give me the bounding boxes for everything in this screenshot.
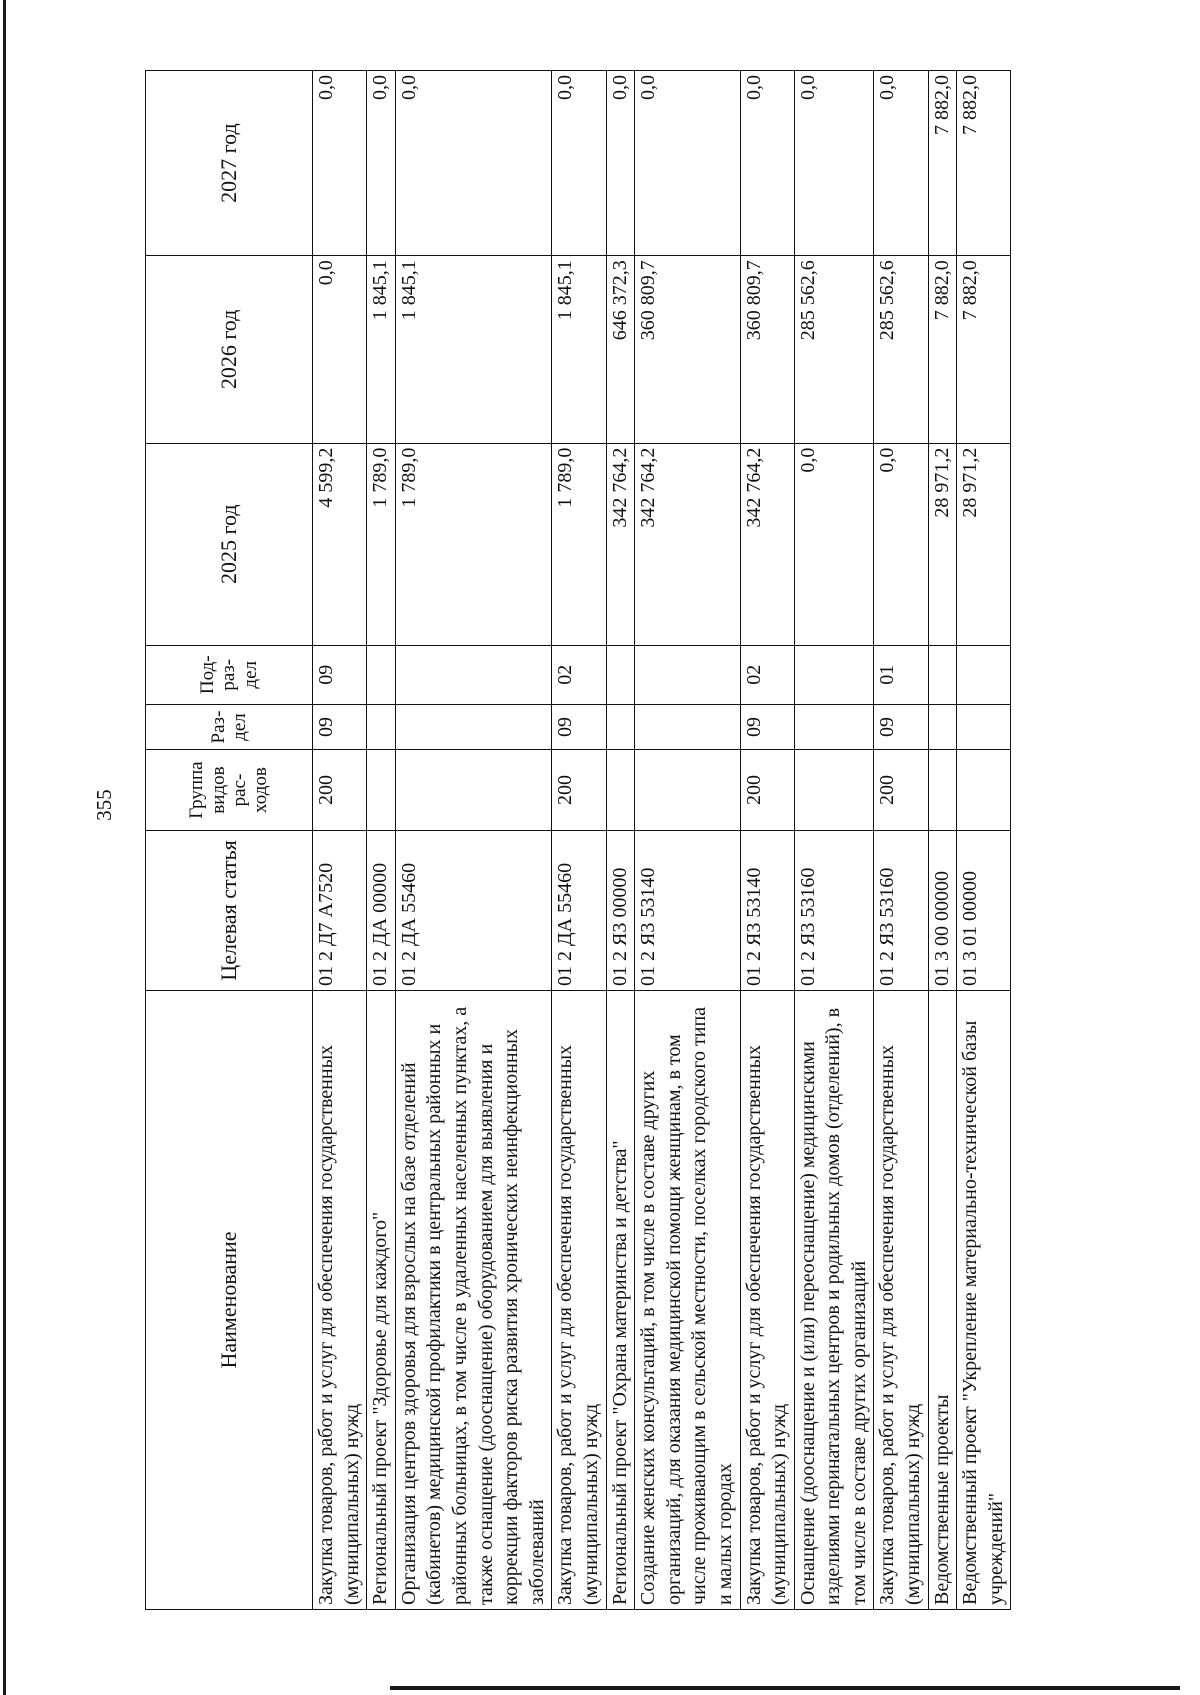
cell-2027: 7 882,0 <box>957 71 1011 256</box>
header-row <box>146 71 313 1610</box>
cell-target: 01 2 Я3 53160 <box>794 830 874 990</box>
cell-2027: 0,0 <box>606 71 635 256</box>
cell-2025: 0,0 <box>794 443 874 645</box>
cell-subsection <box>957 645 1011 704</box>
table-header <box>146 71 313 1610</box>
table-row <box>794 71 874 1610</box>
cell-subsection <box>606 645 635 704</box>
cell-target: 01 2 Я3 53140 <box>635 830 740 990</box>
header-name: Наименование <box>146 991 313 1610</box>
page-number-text: 355 <box>92 789 116 821</box>
cell-group <box>957 750 1011 831</box>
table-row <box>928 71 957 1610</box>
cell-2026: 360 809,7 <box>635 256 740 443</box>
cell-2026: 7 882,0 <box>957 256 1011 443</box>
cell-group: 200 <box>740 750 794 831</box>
cell-target: 01 2 ДА 00000 <box>367 830 396 990</box>
cell-2025: 342 764,2 <box>635 443 740 645</box>
cell-group <box>928 750 957 831</box>
cell-2027: 0,0 <box>552 71 606 256</box>
table-row <box>635 71 740 1610</box>
cell-section <box>395 704 552 749</box>
cell-2026: 7 882,0 <box>928 256 957 443</box>
cell-section <box>606 704 635 749</box>
cell-2025: 4 599,2 <box>313 443 367 645</box>
cell-section: 09 <box>313 704 367 749</box>
cell-2026: 1 845,1 <box>395 256 552 443</box>
cell-subsection <box>635 645 740 704</box>
cell-2025: 342 764,2 <box>740 443 794 645</box>
cell-2027: 0,0 <box>740 71 794 256</box>
cell-name: Создание женских консультаций, в том числе в составе других организаций, для оказания медицинской помощи женщинам, в том числе проживающим в сельской местности, поселках городского типа и малых городах <box>635 991 740 1610</box>
cell-2025: 1 789,0 <box>552 443 606 645</box>
cell-subsection <box>395 645 552 704</box>
cell-target: 01 2 Я3 53160 <box>874 830 928 990</box>
cell-group <box>606 750 635 831</box>
cell-2025: 1 789,0 <box>367 443 396 645</box>
cell-name: Организация центров здоровья для взрослых на базе отделений (кабинетов) медицинской профилактики в центральных районных и районных больницах, в том числе в удаленных населенных пунктах, а также оснащение (дооснащение) оборудованием для выявления и коррекции факторов риска развития хронических неинфекционных заболеваний <box>395 991 552 1610</box>
cell-target: 01 2 Я3 00000 <box>606 830 635 990</box>
cell-section <box>928 704 957 749</box>
cell-2025: 0,0 <box>874 443 928 645</box>
scan-edge-bottom <box>390 1686 1180 1690</box>
header-section: Раз-дел <box>146 704 313 749</box>
cell-group: 200 <box>874 750 928 831</box>
cell-group <box>635 750 740 831</box>
cell-2025: 28 971,2 <box>957 443 1011 645</box>
cell-2026: 646 372,3 <box>606 256 635 443</box>
header-2025: 2025 год <box>146 443 313 645</box>
cell-name: Региональный проект "Охрана материнства и детства" <box>606 991 635 1610</box>
cell-2027: 7 882,0 <box>928 71 957 256</box>
header-group: Группа видов рас-ходов <box>146 750 313 831</box>
cell-2027: 0,0 <box>367 71 396 256</box>
table-body <box>313 71 1011 1610</box>
cell-subsection: 01 <box>874 645 928 704</box>
cell-section: 09 <box>874 704 928 749</box>
cell-section: 09 <box>552 704 606 749</box>
header-2026: 2026 год <box>146 256 313 443</box>
cell-name: Закупка товаров, работ и услуг для обеспечения государственных (муниципальных) нужд <box>874 991 928 1610</box>
cell-target: 01 3 00 00000 <box>928 830 957 990</box>
header-2027: 2027 год <box>146 71 313 256</box>
cell-2026: 285 562,6 <box>794 256 874 443</box>
cell-group <box>794 750 874 831</box>
table-row <box>740 71 794 1610</box>
cell-2027: 0,0 <box>313 71 367 256</box>
cell-section <box>367 704 396 749</box>
budget-table-container <box>145 70 1085 1610</box>
cell-2027: 0,0 <box>874 71 928 256</box>
cell-2026: 1 845,1 <box>552 256 606 443</box>
cell-target: 01 3 01 00000 <box>957 830 1011 990</box>
budget-table <box>145 70 1011 1610</box>
cell-2027: 0,0 <box>635 71 740 256</box>
cell-group: 200 <box>552 750 606 831</box>
cell-2026: 0,0 <box>313 256 367 443</box>
table-row <box>874 71 928 1610</box>
cell-subsection <box>367 645 396 704</box>
cell-group: 200 <box>313 750 367 831</box>
cell-2025: 28 971,2 <box>928 443 957 645</box>
cell-target: 01 2 ДА 55460 <box>552 830 606 990</box>
header-target: Целевая статья <box>146 830 313 990</box>
cell-section <box>635 704 740 749</box>
cell-section <box>957 704 1011 749</box>
cell-name: Закупка товаров, работ и услуг для обеспечения государственных (муниципальных) нужд <box>552 991 606 1610</box>
table-row <box>313 71 367 1610</box>
cell-name: Ведомственные проекты <box>928 991 957 1610</box>
cell-name: Закупка товаров, работ и услуг для обеспечения государственных (муниципальных) нужд <box>740 991 794 1610</box>
cell-group <box>395 750 552 831</box>
cell-section <box>794 704 874 749</box>
cell-subsection <box>794 645 874 704</box>
cell-subsection <box>928 645 957 704</box>
table-row <box>552 71 606 1610</box>
cell-2027: 0,0 <box>395 71 552 256</box>
cell-2026: 360 809,7 <box>740 256 794 443</box>
cell-name: Закупка товаров, работ и услуг для обеспечения государственных (муниципальных) нужд <box>313 991 367 1610</box>
cell-2025: 342 764,2 <box>606 443 635 645</box>
cell-2027: 0,0 <box>794 71 874 256</box>
table-row <box>606 71 635 1610</box>
cell-name: Ведомственный проект "Укрепление материально-технической базы учреждений" <box>957 991 1011 1610</box>
cell-group <box>367 750 396 831</box>
cell-subsection: 02 <box>552 645 606 704</box>
cell-subsection: 02 <box>740 645 794 704</box>
cell-target: 01 2 Я3 53140 <box>740 830 794 990</box>
table-row <box>957 71 1011 1610</box>
header-subsection: Под-раз-дел <box>146 645 313 704</box>
cell-2026: 1 845,1 <box>367 256 396 443</box>
cell-subsection: 09 <box>313 645 367 704</box>
cell-2025: 1 789,0 <box>395 443 552 645</box>
table-row <box>395 71 552 1610</box>
cell-name: Оснащение (дооснащение и (или) переоснащение) медицинскими изделиями перинатальных центров и родильных домов (отделений), в том числе в составе других организаций <box>794 991 874 1610</box>
cell-target: 01 2 ДА 55460 <box>395 830 552 990</box>
table-row <box>367 71 396 1610</box>
cell-2026: 285 562,6 <box>874 256 928 443</box>
cell-name: Региональный проект "Здоровье для каждого" <box>367 991 396 1610</box>
scan-edge-left <box>3 0 6 1695</box>
cell-target: 01 2 Д7 А7520 <box>313 830 367 990</box>
cell-section: 09 <box>740 704 794 749</box>
